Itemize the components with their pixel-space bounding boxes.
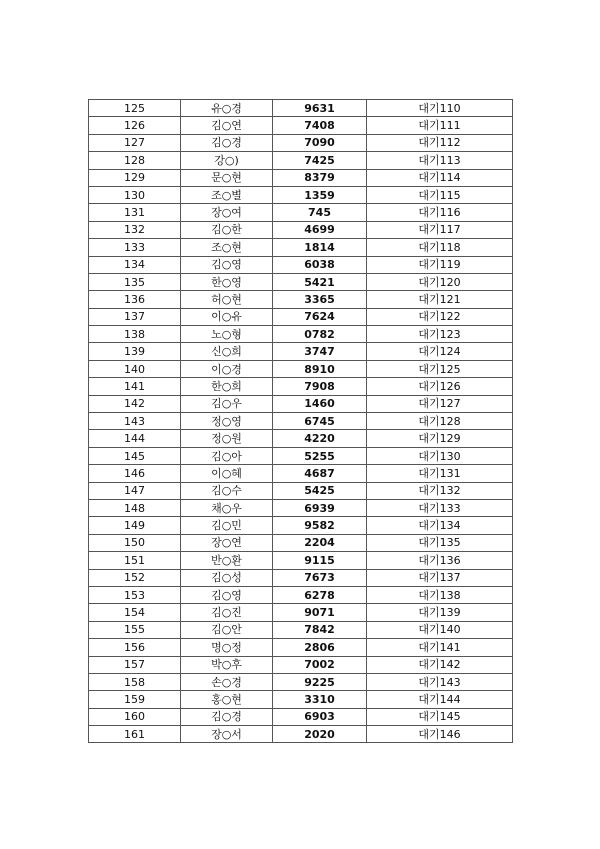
table-row: [89, 186, 513, 203]
row-number-cell: 155: [89, 621, 181, 638]
row-number-cell: 127: [89, 134, 181, 151]
row-number-cell: 131: [89, 204, 181, 221]
row-number-cell: 158: [89, 673, 181, 690]
row-number-cell: 141: [89, 378, 181, 395]
code-cell: 6038: [273, 256, 367, 273]
name-cell: 김○영: [181, 256, 273, 273]
name-cell: 김○아: [181, 447, 273, 464]
name-cell: 이○혜: [181, 465, 273, 482]
code-cell: 9631: [273, 100, 367, 117]
waitlist-table-body: [89, 100, 513, 743]
table-row: [89, 465, 513, 482]
status-cell: 대기116: [367, 204, 513, 221]
table-row: [89, 100, 513, 117]
status-cell: 대기124: [367, 343, 513, 360]
row-number-cell: 152: [89, 569, 181, 586]
row-number-cell: 153: [89, 586, 181, 603]
row-number-cell: 126: [89, 117, 181, 134]
row-number-cell: 145: [89, 447, 181, 464]
status-cell: 대기131: [367, 465, 513, 482]
row-number-cell: 137: [89, 308, 181, 325]
code-cell: 7624: [273, 308, 367, 325]
code-cell: 2204: [273, 534, 367, 551]
code-cell: 9582: [273, 517, 367, 534]
name-cell: 채○우: [181, 499, 273, 516]
table-row: [89, 604, 513, 621]
status-cell: 대기122: [367, 308, 513, 325]
name-cell: 조○현: [181, 239, 273, 256]
table-row: [89, 343, 513, 360]
table-row: [89, 413, 513, 430]
status-cell: 대기134: [367, 517, 513, 534]
row-number-cell: 134: [89, 256, 181, 273]
name-cell: 정○원: [181, 430, 273, 447]
table-row: [89, 256, 513, 273]
code-cell: 5255: [273, 447, 367, 464]
status-cell: 대기114: [367, 169, 513, 186]
code-cell: 3310: [273, 691, 367, 708]
status-cell: 대기120: [367, 273, 513, 290]
status-cell: 대기141: [367, 639, 513, 656]
code-cell: 7673: [273, 569, 367, 586]
name-cell: 강○): [181, 152, 273, 169]
table-row: [89, 378, 513, 395]
status-cell: 대기143: [367, 673, 513, 690]
table-row: [89, 326, 513, 343]
name-cell: 홍○현: [181, 691, 273, 708]
code-cell: 1814: [273, 239, 367, 256]
status-cell: 대기123: [367, 326, 513, 343]
code-cell: 4699: [273, 221, 367, 238]
code-cell: 0782: [273, 326, 367, 343]
name-cell: 반○환: [181, 552, 273, 569]
code-cell: 7090: [273, 134, 367, 151]
code-cell: 6745: [273, 413, 367, 430]
code-cell: 745: [273, 204, 367, 221]
status-cell: 대기136: [367, 552, 513, 569]
name-cell: 이○유: [181, 308, 273, 325]
table-row: [89, 552, 513, 569]
code-cell: 8379: [273, 169, 367, 186]
table-row: [89, 708, 513, 725]
row-number-cell: 151: [89, 552, 181, 569]
code-cell: 6278: [273, 586, 367, 603]
status-cell: 대기126: [367, 378, 513, 395]
status-cell: 대기127: [367, 395, 513, 412]
table-row: [89, 656, 513, 673]
status-cell: 대기112: [367, 134, 513, 151]
name-cell: 손○경: [181, 673, 273, 690]
row-number-cell: 161: [89, 726, 181, 743]
waitlist-table: [88, 99, 513, 743]
name-cell: 유○경: [181, 100, 273, 117]
status-cell: 대기137: [367, 569, 513, 586]
status-cell: 대기140: [367, 621, 513, 638]
table-row: [89, 726, 513, 743]
row-number-cell: 129: [89, 169, 181, 186]
name-cell: 정○영: [181, 413, 273, 430]
table-row: [89, 534, 513, 551]
code-cell: 6903: [273, 708, 367, 725]
table-row: [89, 621, 513, 638]
code-cell: 5425: [273, 482, 367, 499]
code-cell: 8910: [273, 360, 367, 377]
table-row: [89, 273, 513, 290]
status-cell: 대기133: [367, 499, 513, 516]
code-cell: 3365: [273, 291, 367, 308]
name-cell: 김○성: [181, 569, 273, 586]
table-row: [89, 447, 513, 464]
name-cell: 김○안: [181, 621, 273, 638]
table-row: [89, 499, 513, 516]
table-row: [89, 673, 513, 690]
name-cell: 장○연: [181, 534, 273, 551]
name-cell: 명○정: [181, 639, 273, 656]
table-row: [89, 569, 513, 586]
name-cell: 조○별: [181, 186, 273, 203]
code-cell: 4220: [273, 430, 367, 447]
table-row: [89, 691, 513, 708]
name-cell: 한○영: [181, 273, 273, 290]
status-cell: 대기125: [367, 360, 513, 377]
table-row: [89, 152, 513, 169]
table-row: [89, 204, 513, 221]
status-cell: 대기132: [367, 482, 513, 499]
name-cell: 김○수: [181, 482, 273, 499]
code-cell: 2020: [273, 726, 367, 743]
name-cell: 김○영: [181, 586, 273, 603]
table-row: [89, 482, 513, 499]
status-cell: 대기146: [367, 726, 513, 743]
table-row: [89, 360, 513, 377]
name-cell: 장○여: [181, 204, 273, 221]
table-row: [89, 221, 513, 238]
row-number-cell: 144: [89, 430, 181, 447]
row-number-cell: 133: [89, 239, 181, 256]
row-number-cell: 130: [89, 186, 181, 203]
row-number-cell: 156: [89, 639, 181, 656]
code-cell: 9071: [273, 604, 367, 621]
status-cell: 대기145: [367, 708, 513, 725]
status-cell: 대기111: [367, 117, 513, 134]
table-row: [89, 586, 513, 603]
status-cell: 대기118: [367, 239, 513, 256]
name-cell: 김○진: [181, 604, 273, 621]
table-row: [89, 430, 513, 447]
row-number-cell: 160: [89, 708, 181, 725]
status-cell: 대기129: [367, 430, 513, 447]
row-number-cell: 140: [89, 360, 181, 377]
code-cell: 6939: [273, 499, 367, 516]
name-cell: 이○경: [181, 360, 273, 377]
code-cell: 7425: [273, 152, 367, 169]
row-number-cell: 150: [89, 534, 181, 551]
row-number-cell: 139: [89, 343, 181, 360]
table-row: [89, 117, 513, 134]
name-cell: 한○희: [181, 378, 273, 395]
status-cell: 대기110: [367, 100, 513, 117]
code-cell: 3747: [273, 343, 367, 360]
status-cell: 대기130: [367, 447, 513, 464]
row-number-cell: 154: [89, 604, 181, 621]
name-cell: 허○현: [181, 291, 273, 308]
table-row: [89, 308, 513, 325]
status-cell: 대기139: [367, 604, 513, 621]
name-cell: 신○희: [181, 343, 273, 360]
row-number-cell: 149: [89, 517, 181, 534]
row-number-cell: 146: [89, 465, 181, 482]
name-cell: 김○경: [181, 134, 273, 151]
name-cell: 김○우: [181, 395, 273, 412]
name-cell: 장○서: [181, 726, 273, 743]
status-cell: 대기113: [367, 152, 513, 169]
row-number-cell: 135: [89, 273, 181, 290]
row-number-cell: 148: [89, 499, 181, 516]
status-cell: 대기117: [367, 221, 513, 238]
status-cell: 대기144: [367, 691, 513, 708]
name-cell: 문○현: [181, 169, 273, 186]
name-cell: 김○한: [181, 221, 273, 238]
status-cell: 대기119: [367, 256, 513, 273]
name-cell: 김○민: [181, 517, 273, 534]
status-cell: 대기128: [367, 413, 513, 430]
row-number-cell: 142: [89, 395, 181, 412]
row-number-cell: 157: [89, 656, 181, 673]
code-cell: 4687: [273, 465, 367, 482]
row-number-cell: 159: [89, 691, 181, 708]
code-cell: 1359: [273, 186, 367, 203]
row-number-cell: 138: [89, 326, 181, 343]
row-number-cell: 128: [89, 152, 181, 169]
status-cell: 대기138: [367, 586, 513, 603]
table-row: [89, 395, 513, 412]
code-cell: 7908: [273, 378, 367, 395]
code-cell: 7842: [273, 621, 367, 638]
status-cell: 대기142: [367, 656, 513, 673]
code-cell: 2806: [273, 639, 367, 656]
table-row: [89, 169, 513, 186]
table-row: [89, 239, 513, 256]
row-number-cell: 143: [89, 413, 181, 430]
status-cell: 대기135: [367, 534, 513, 551]
table-row: [89, 134, 513, 151]
code-cell: 7002: [273, 656, 367, 673]
name-cell: 박○후: [181, 656, 273, 673]
code-cell: 5421: [273, 273, 367, 290]
row-number-cell: 132: [89, 221, 181, 238]
name-cell: 김○연: [181, 117, 273, 134]
status-cell: 대기115: [367, 186, 513, 203]
status-cell: 대기121: [367, 291, 513, 308]
name-cell: 노○형: [181, 326, 273, 343]
code-cell: 9225: [273, 673, 367, 690]
table-row: [89, 639, 513, 656]
row-number-cell: 136: [89, 291, 181, 308]
code-cell: 7408: [273, 117, 367, 134]
table-row: [89, 517, 513, 534]
row-number-cell: 147: [89, 482, 181, 499]
code-cell: 9115: [273, 552, 367, 569]
name-cell: 김○경: [181, 708, 273, 725]
code-cell: 1460: [273, 395, 367, 412]
row-number-cell: 125: [89, 100, 181, 117]
table-row: [89, 291, 513, 308]
